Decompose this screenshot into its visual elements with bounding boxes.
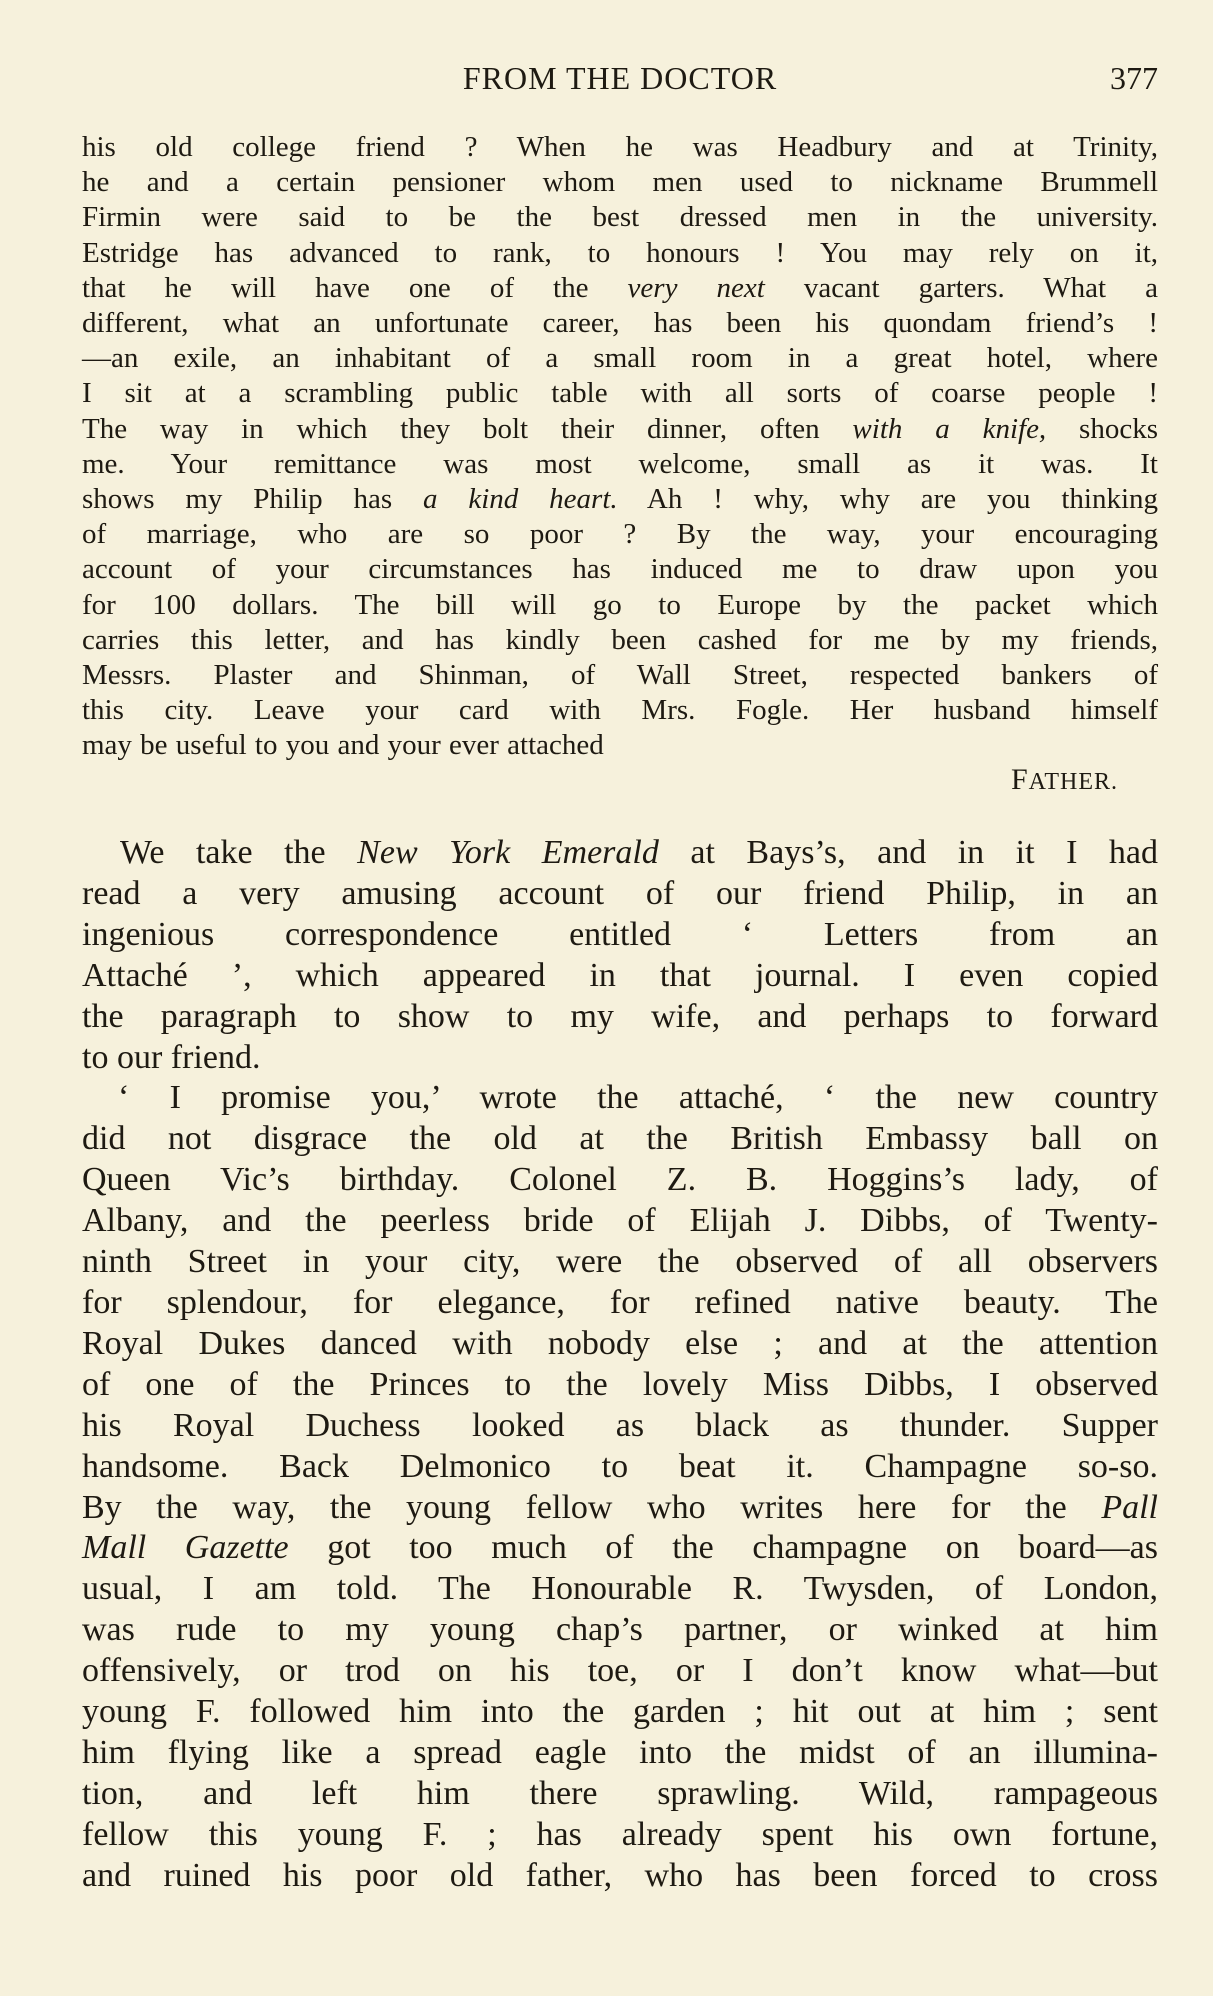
italic-title: Pall — [1101, 1488, 1158, 1526]
body-line: Albany, and the peerless bride of Elijah J. Dibbs, of Twenty- — [82, 1202, 1158, 1240]
running-head — [82, 60, 1158, 100]
body-line: ingenious correspondence entitled ‘ Letters from an — [82, 915, 1158, 953]
body-line: of one of the Princes to the lovely Miss Dibbs, I observed — [82, 1365, 1158, 1403]
body-line: Royal Dukes danced with nobody else ; and at the attention — [82, 1324, 1158, 1362]
body-line: tion, and left him there sprawling. Wild, rampageous — [82, 1774, 1158, 1812]
letter-line: that he will have one of the very next vacant garters. What a — [82, 271, 1158, 304]
letter-line: Estridge has advanced to rank, to honours ! You may rely on it, — [82, 236, 1158, 269]
letter-signature: FATHER. — [1010, 762, 1118, 796]
letter-line: me. Your remittance was most welcome, small as it was. It — [82, 447, 1158, 480]
body-line: young F. followed him into the garden ; hit out at him ; sent — [82, 1693, 1158, 1731]
narrative-text — [82, 833, 1158, 1897]
body-line: Queen Vic’s birthday. Colonel Z. B. Hoggins’s lady, of — [82, 1161, 1158, 1199]
body-line: him flying like a spread eagle into the midst of an illumina- — [82, 1733, 1158, 1771]
body-line: usual, I am told. The Honourable R. Twysden, of London, — [82, 1570, 1158, 1608]
letter-line: different, what an unfortunate career, has been his quondam friend’s ! — [82, 307, 1158, 340]
italic-title: Mall Gazette — [82, 1529, 289, 1567]
body-line: and ruined his poor old father, who has been forced to cross — [82, 1856, 1158, 1894]
letter-line: for 100 dollars. The bill will go to Europe by the packet which — [82, 588, 1158, 621]
body-line: Mall Gazette got too much of the champagne on board—as — [82, 1529, 1158, 1567]
body-line: was rude to my young chap’s partner, or winked at him — [82, 1611, 1158, 1649]
body-line: his Royal Duchess looked as black as thunder. Supper — [82, 1406, 1158, 1444]
italic-emphasis: with a knife, — [852, 412, 1047, 445]
body-line: the paragraph to show to my wife, and perhaps to forward — [82, 997, 1158, 1035]
body-line: ninth Street in your city, were the observed of all observers — [82, 1243, 1158, 1281]
body-line: read a very amusing account of our friend Philip, in an — [82, 874, 1158, 912]
body-line: handsome. Back Delmonico to beat it. Champagne so-so. — [82, 1447, 1158, 1485]
body-line: ‘ I promise you,’ wrote the attaché, ‘ the new country — [118, 1079, 1158, 1117]
italic-title: New York Emerald — [357, 834, 659, 871]
body-line: Attaché ’, which appeared in that journal. I even copied — [82, 956, 1158, 994]
letter-line: account of your circumstances has induced me to draw upon you — [82, 553, 1158, 586]
letter-line: I sit at a scrambling public table with all sorts of coarse people ! — [82, 377, 1158, 410]
letter-line: this city. Leave your card with Mrs. Fogle. Her husband himself — [82, 694, 1158, 727]
letter-text — [82, 130, 1158, 798]
body-line: We take the New York Emerald at Bays’s, and in it I had — [120, 834, 1159, 871]
letter-line: of marriage, who are so poor ? By the way, your encouraging — [82, 518, 1158, 551]
body-line: fellow this young F. ; has already spent his own fortune, — [82, 1815, 1158, 1853]
body-line: did not disgrace the old at the British Embassy ball on — [82, 1120, 1158, 1158]
letter-line: The way in which they bolt their dinner, often with a knife, shocks — [82, 412, 1158, 445]
letter-line: Firmin were said to be the best dressed men in the university. — [82, 201, 1158, 234]
letter-line: —an exile, an inhabitant of a small room in a great hotel, where — [82, 342, 1158, 375]
letter-line: may be useful to you and your ever attached — [82, 729, 604, 762]
letter-line: his old college friend ? When he was Headbury and at Trinity, — [82, 131, 1158, 163]
body-line: to our friend. — [82, 1038, 261, 1076]
italic-emphasis: very next — [627, 271, 765, 304]
letter-line: Messrs. Plaster and Shinman, of Wall Street, respected bankers of — [82, 659, 1158, 692]
letter-line: carries this letter, and has kindly been cashed for me by my friends, — [82, 623, 1158, 656]
letter-line: he and a certain pensioner whom men used to nickname Brummell — [82, 166, 1158, 199]
body-line: for splendour, for elegance, for refined native beauty. The — [82, 1283, 1158, 1321]
body-line: offensively, or trod on his toe, or I don’t know what—but — [82, 1652, 1158, 1690]
letter-line: shows my Philip has a kind heart. Ah ! why, why are you thinking — [82, 483, 1158, 516]
body-line: By the way, the young fellow who writes here for the Pall — [82, 1488, 1158, 1526]
italic-emphasis: a kind heart. — [423, 483, 618, 516]
running-title: FROM THE DOCTOR — [462, 60, 778, 96]
page-number: 377 — [1110, 60, 1158, 96]
